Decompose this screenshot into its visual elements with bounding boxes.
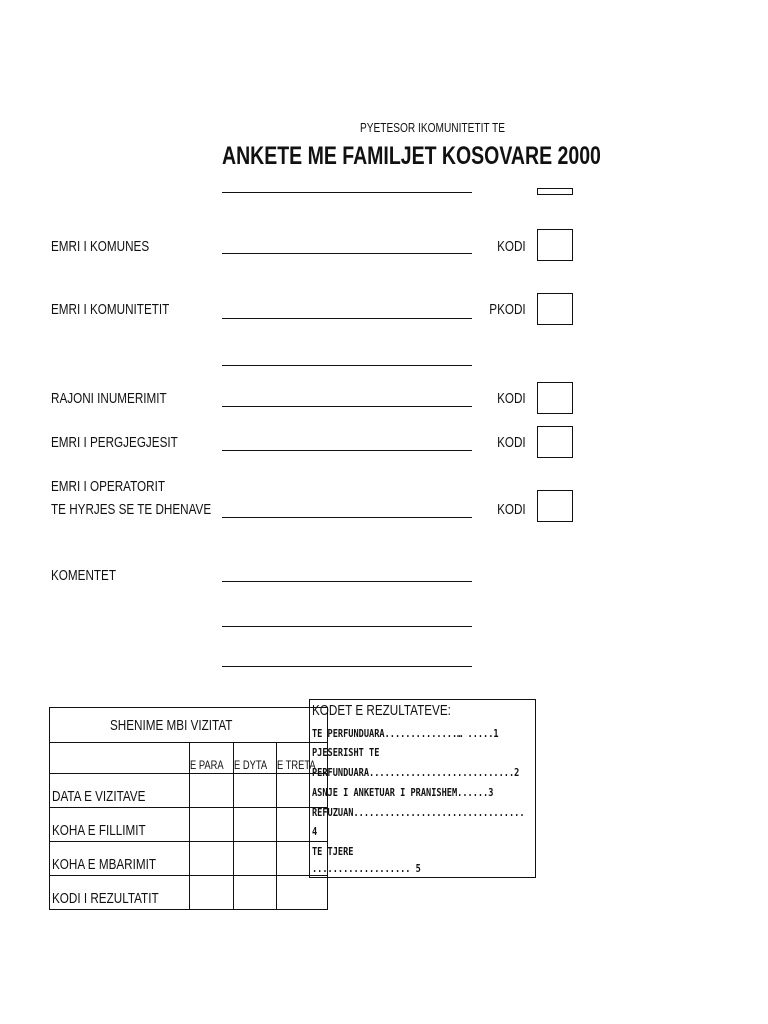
result-codes-box <box>309 699 536 878</box>
operatori-input-line[interactable] <box>222 517 472 518</box>
visits-cell[interactable] <box>189 842 233 876</box>
visits-cell[interactable] <box>277 876 328 910</box>
operatori-kodi-label: KODI <box>497 501 526 518</box>
visits-cell[interactable] <box>233 842 276 876</box>
komuna-kodi-label: KODI <box>497 238 526 255</box>
komuniteti-pkodi-box[interactable] <box>537 293 573 325</box>
extra-input-line[interactable] <box>222 365 472 366</box>
result-codes-title: KODET E REZULTATEVE: <box>312 702 451 719</box>
komuna-kodi-box[interactable] <box>537 229 573 261</box>
pergjegjesi-kodi-label: KODI <box>497 434 526 451</box>
header-small-box[interactable] <box>537 188 573 195</box>
result-code-line: PJESERISHT TE <box>312 747 380 759</box>
form-title: ANKETE ME FAMILJET KOSOVARE 2000 <box>222 142 601 170</box>
result-code-line: 4 <box>312 826 318 838</box>
visits-col-header: E TRETA <box>277 743 328 774</box>
result-code-line: ASNJE I ANKETUAR I PRANISHEM......3 <box>312 787 494 799</box>
visits-table <box>49 707 328 910</box>
result-code-line: ................... 5 <box>312 863 421 875</box>
visits-row-label: KODI I REZULTATIT <box>50 876 190 910</box>
rajoni-label: RAJONI INUMERIMIT <box>51 390 167 407</box>
visits-table-title: SHENIME MBI VIZITAT <box>50 708 328 743</box>
komuna-input-line[interactable] <box>222 253 472 254</box>
result-code-line: REFUZUAN................................. <box>312 807 525 819</box>
komuna-label: EMRI I KOMUNES <box>51 238 150 255</box>
komentet-input-line-3[interactable] <box>222 666 472 667</box>
visits-row-label: DATA E VIZITAVE <box>50 774 190 808</box>
pergjegjesi-input-line[interactable] <box>222 450 472 451</box>
operatori-label-line2: TE HYRJES SE TE DHENAVE <box>51 501 212 518</box>
result-code-line: TE PERFUNDUARA..............… .....1 <box>312 728 499 740</box>
result-code-line: TE TJERE <box>312 846 354 858</box>
visits-row-label: KOHA E FILLIMIT <box>50 808 190 842</box>
pergjegjesi-label: EMRI I PERGJEGJESIT <box>51 434 178 451</box>
result-code-line: PERFUNDUARA............................2 <box>312 767 520 779</box>
pergjegjesi-kodi-box[interactable] <box>537 426 573 458</box>
rajoni-kodi-box[interactable] <box>537 382 573 414</box>
komuniteti-label: EMRI I KOMUNITETIT <box>51 301 170 318</box>
komentet-input-line-1[interactable] <box>222 581 472 582</box>
visits-cell[interactable] <box>189 876 233 910</box>
komuniteti-input-line[interactable] <box>222 318 472 319</box>
operatori-kodi-box[interactable] <box>537 490 573 522</box>
visits-cell[interactable] <box>189 774 233 808</box>
visits-row-label: KOHA E MBARIMIT <box>50 842 190 876</box>
visits-cell[interactable] <box>233 808 276 842</box>
visits-table-corner <box>50 743 190 774</box>
operatori-label-line1: EMRI I OPERATORIT <box>51 478 165 495</box>
visits-col-header: E PARA <box>189 743 233 774</box>
komentet-input-line-2[interactable] <box>222 626 472 627</box>
header-blank-line[interactable] <box>222 192 472 193</box>
form-subtitle: PYETESOR IKOMUNITETIT TE <box>360 120 505 135</box>
komuniteti-pkodi-label: PKODI <box>489 301 526 318</box>
komentet-label: KOMENTET <box>51 567 117 584</box>
rajoni-kodi-label: KODI <box>497 390 526 407</box>
visits-cell[interactable] <box>233 876 276 910</box>
visits-cell[interactable] <box>233 774 276 808</box>
rajoni-input-line[interactable] <box>222 406 472 407</box>
visits-cell[interactable] <box>189 808 233 842</box>
visits-col-header: E DYTA <box>233 743 276 774</box>
